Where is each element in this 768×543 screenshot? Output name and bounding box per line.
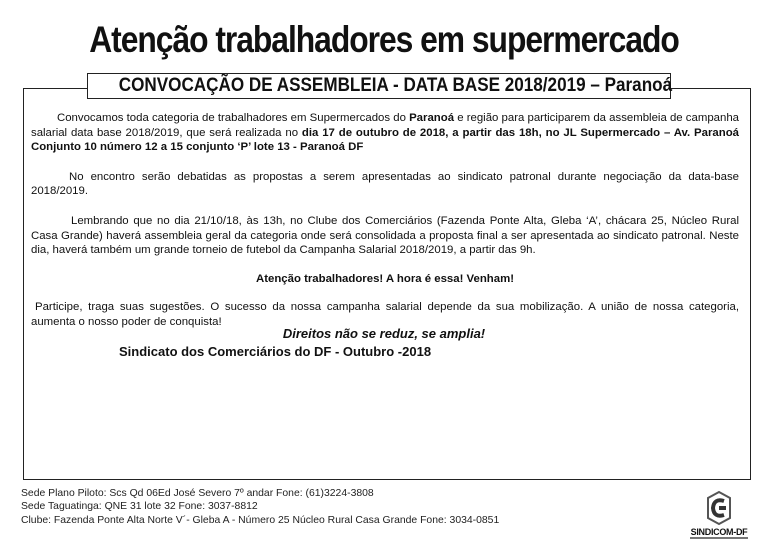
footer-line-clube: Clube: Fazenda Ponte Alta Norte V´- Gleba A - Número 25 Núcleo Rural Casa Grande Fone: 3034-0851	[21, 514, 500, 526]
paragraph-general-assembly: Lembrando que no dia 21/10/18, às 13h, no Clube dos Comerciários (Fazenda Ponte Alta, Gleba ‘A’, chácara 25, Núcleo Rural Casa Grande) haverá assembleia geral da categoria onde será consolidada a proposta final a ser apresentada ao sindicato patronal. Neste dia, haverá também um grande torneio de futebol da Campanha Salarial 2018/2019, a partir das 9h.	[31, 214, 739, 257]
body-text	[31, 111, 739, 330]
logo-name: SINDICOM-DF	[690, 527, 748, 537]
p1-date-venue: dia 17 de outubro de 2018, a partir das 18h, no JL Supermercado – Av. Paranoá Conjunto 10 número 12 a 15 conjunto ‘P’ lote 13 - Paranoá DF	[31, 126, 739, 154]
subtitle-box	[87, 73, 671, 99]
callout: Atenção trabalhadores! A hora é essa! Venham!	[255, 272, 515, 285]
p1-location: Paranoá	[409, 112, 455, 124]
paragraph-convocation	[31, 111, 739, 155]
footer-addresses	[21, 487, 499, 527]
subtitle: CONVOCAÇÃO DE ASSEMBLEIA - DATA BASE 2018/2019 – Paranoá	[118, 75, 673, 96]
footer-line-taguatinga: Sede Taguatinga: QNE 31 lote 32 Fone: 3037-8812	[21, 501, 258, 513]
paragraph-participate: Participe, traga suas sugestões. O sucesso da nossa campanha salarial depende da sua mobilização. A união de nossa categoria, aumenta o nosso poder de conquista!	[31, 301, 739, 328]
logo-tagline-bar	[690, 537, 748, 539]
p1-text-c: e região para participarem da assembleia de campanha salarial data base 2018/2019, que será realizada no	[31, 112, 739, 139]
footer-line-plano-piloto: Sede Plano Piloto: Scs Qd 06Ed José Severo 7º andar Fone: (61)3224-3808	[21, 488, 374, 499]
signature: Sindicato dos Comerciários do DF - Outubro -2018	[119, 344, 432, 359]
headline: Atenção trabalhadores em supermercado	[89, 19, 679, 60]
sindicom-logo	[686, 488, 752, 540]
paragraph-debate: No encontro serão debatidas as propostas a serem apresentadas ao sindicato patronal durante negociação da data-base 2018/2019.	[31, 170, 739, 198]
p1-text-a: Convocamos toda categoria de trabalhadores em Supermercados do	[57, 112, 410, 124]
sindicom-logo-icon	[686, 488, 752, 528]
slogan: Direitos não se reduz, se amplia!	[282, 326, 486, 341]
